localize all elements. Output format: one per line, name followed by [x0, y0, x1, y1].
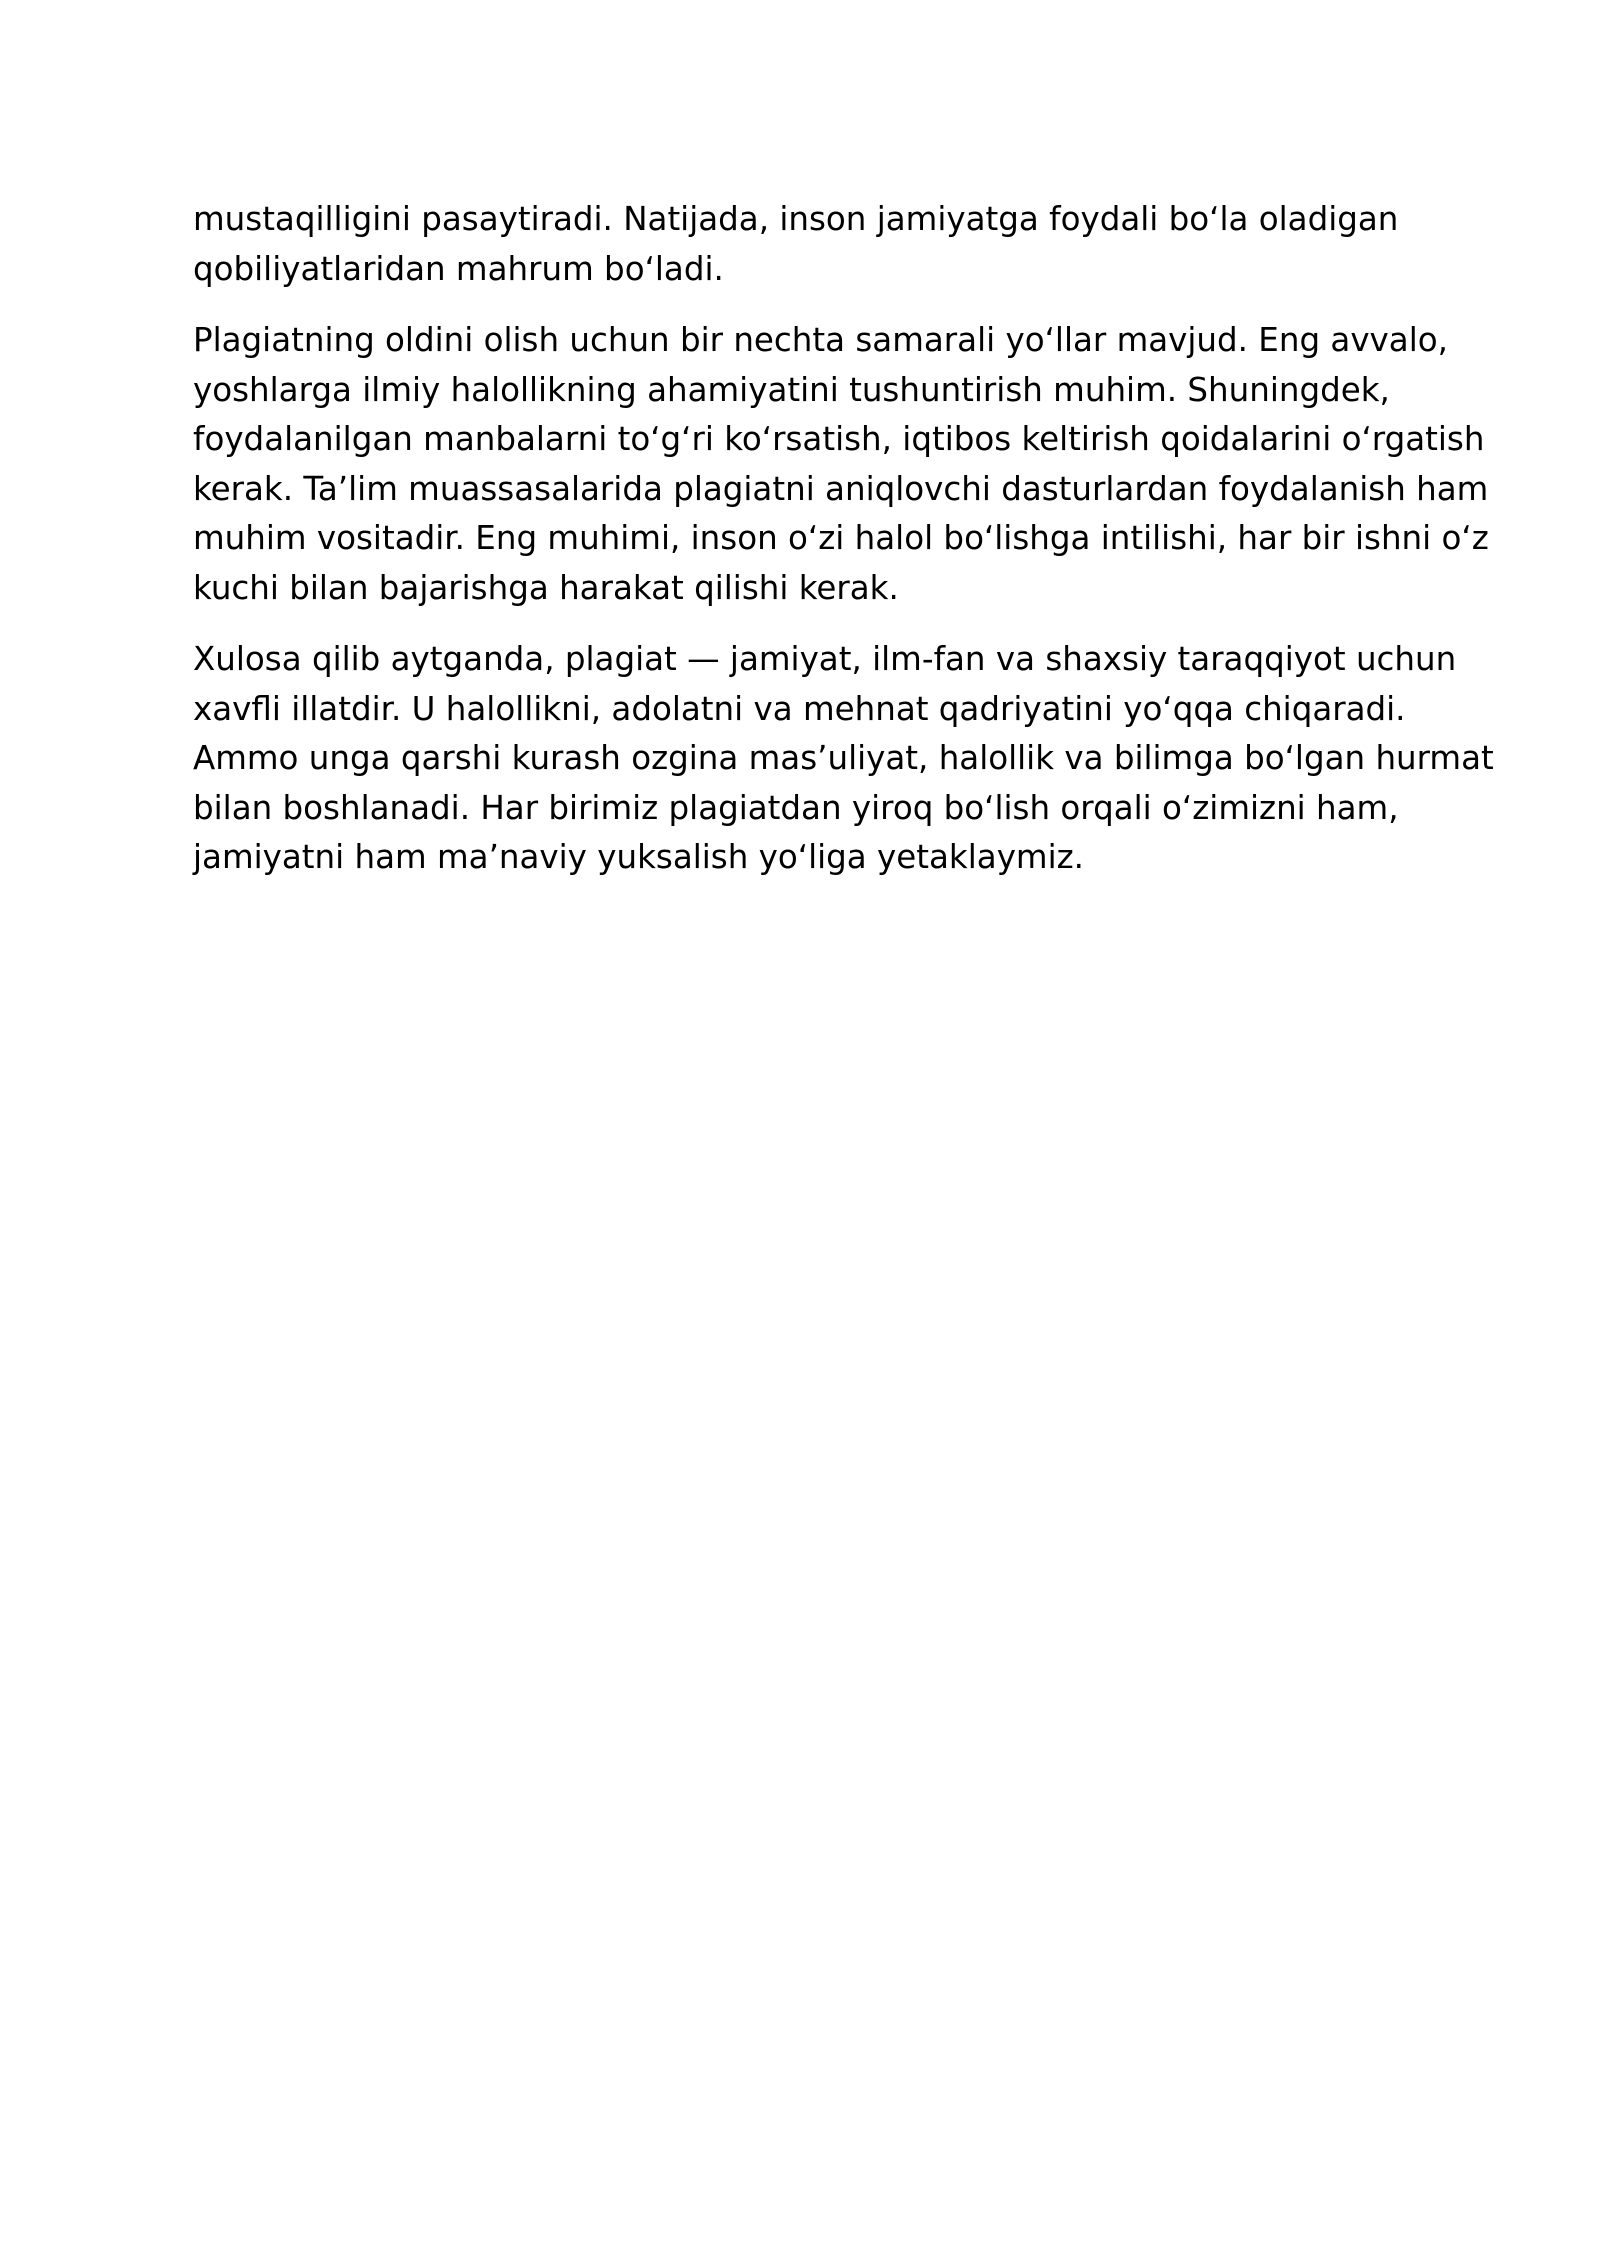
text-line: kerak. Ta’lim muassasalarida plagiatni aniqlovchi dasturlardan foydalanish ham: [193, 469, 1489, 508]
paragraph-consequences: [193, 195, 1423, 294]
text-line: Xulosa qilib aytganda, plagiat — jamiyat, ilm-fan va shaxsiy taraqqiyot uchun: [193, 640, 1457, 678]
text-line: yoshlarga ilmiy halollikning ahamiyatini tushuntirish muhim. Shuningdek,: [193, 370, 1390, 409]
text-line: kuchi bilan bajarishga harakat qilishi kerak.: [193, 568, 899, 607]
text-line: muhim vositadir. Eng muhimi, inson o‘zi halol bo‘lishga intilishi, har bir ishni o‘z: [193, 519, 1489, 557]
text-line: jamiyatni ham ma’naviy yuksalish yo‘liga yetaklaymiz.: [193, 838, 1085, 876]
paragraph-prevention: [193, 316, 1489, 613]
paragraph-conclusion: [193, 635, 1494, 883]
text-line: Ammo unga qarshi kurash ozgina mas’uliyat, halollik va bilimga bo‘lgan hurmat: [193, 739, 1494, 777]
text-line: mustaqilligini pasaytiradi. Natijada, inson jamiyatga foydali bo‘la oladigan: [193, 200, 1399, 238]
text-line: bilan boshlanadi. Har birimiz plagiatdan yiroq bo‘lish orqali o‘zimizni ham,: [193, 788, 1399, 827]
text-line: qobiliyatlaridan mahrum bo‘ladi.: [193, 249, 724, 288]
text-line: Plagiatning oldini olish uchun bir nechta samarali yo‘llar mavjud. Eng avvalo,: [193, 321, 1448, 359]
text-line: foydalanilgan manbalarni to‘g‘ri ko‘rsatish, iqtibos keltirish qoidalarini o‘rgatish: [193, 420, 1485, 458]
document-body: [193, 195, 1494, 905]
text-line: xavfli illatdir. U halollikni, adolatni va mehnat qadriyatini yo‘qqa chiqaradi.: [193, 689, 1406, 728]
